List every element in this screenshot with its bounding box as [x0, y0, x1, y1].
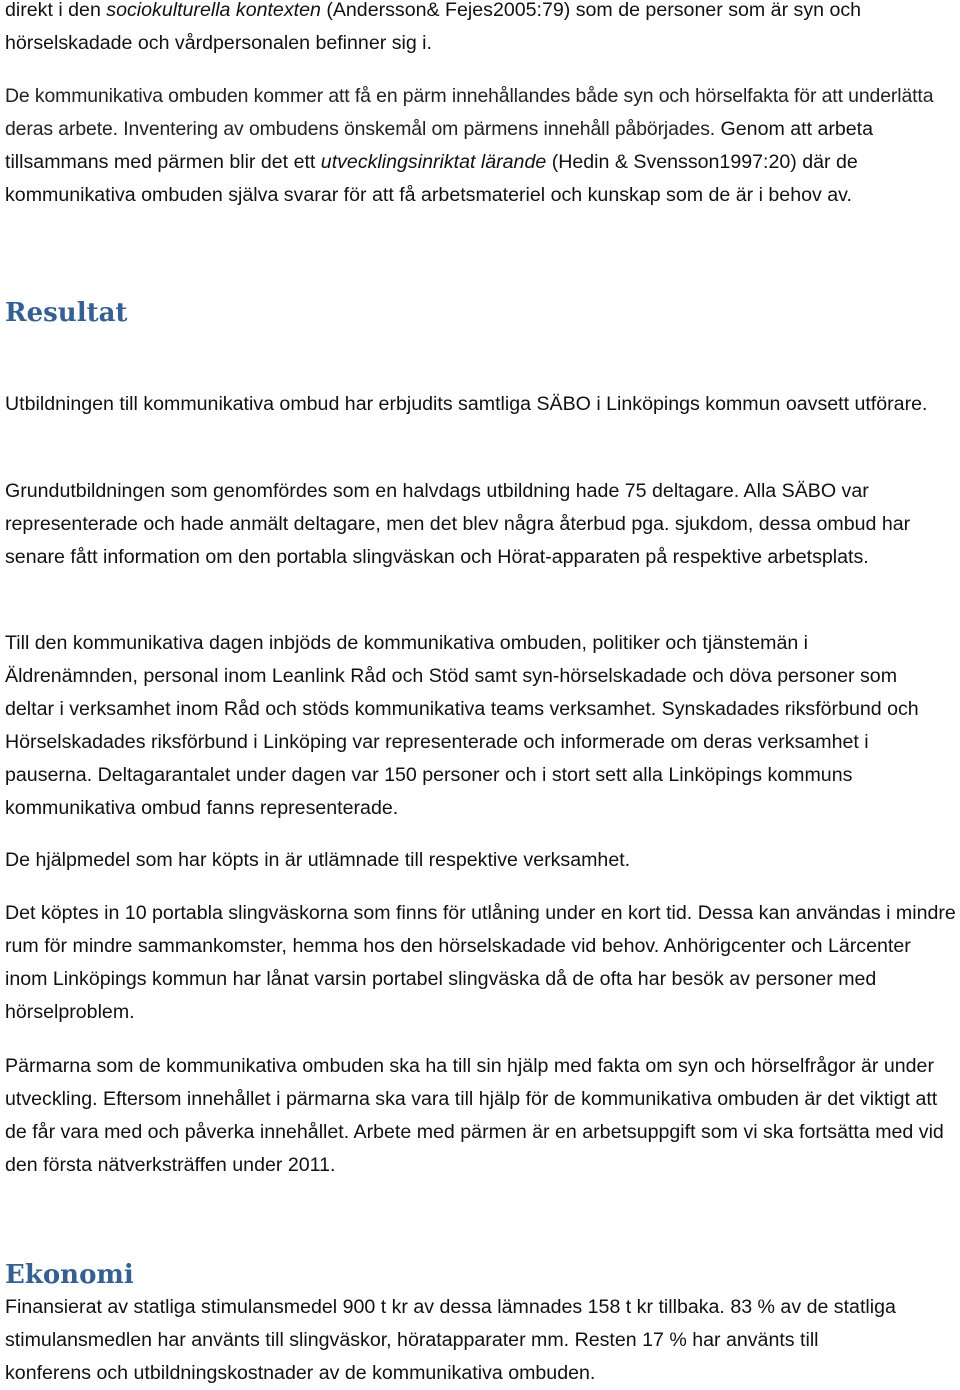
ekonomi-paragraph-1: Finansierat av statliga stimulansmedel 900 t kr av dessa lämnades 158 t kr tillbaka. 83 % av de statliga stimulansmedlen har använts till slingväskor, höratapparater mm. Resten 17 % har använts till konferens och utbildningskostnader av de kommunikativa ombuden.: [5, 1296, 896, 1384]
intro-p1-text-a: direkt i den: [5, 0, 107, 21]
resultat-paragraph-2: Grundutbildningen som genomfördes som en halvdags utbildning hade 75 deltagare. Alla SÄBO var representerade och hade anmält deltagare, men det blev några återbud pga. sjukdom, dessa ombud har senare fått information om den portabla slingväskan och Hörat-apparaten på respektive arbetsplats.: [5, 480, 911, 568]
resultat-paragraph-5: Det köptes in 10 portabla slingväskorna som finns för utlåning under en kort tid. Dessa kan användas i mindre rum för mindre sammankomster, hemma hos den hörselskadade vid behov. Anhörigcenter och Lärcenter inom Linköpings kommun har lånat varsin portabel slingväska då de ofta har besök av personer med hörselproblem.: [5, 902, 956, 1023]
intro-p1-italic: sociokulturella kontexten: [106, 0, 321, 21]
resultat-paragraph-1: Utbildningen till kommunikativa ombud har erbjudits samtliga SÄBO i Linköpings kommun oavsett utförare.: [5, 393, 928, 415]
intro-paragraph-1: [5, 0, 950, 60]
resultat-paragraph-4: De hjälpmedel som har köpts in är utlämnade till respektive verksamhet.: [5, 849, 631, 871]
intro-p2-text-a: De kommunikativa ombuden kommer att få en pärm innehållandes både syn och hörselfakta för att underlätta deras arbete. Inventering av ombudens önskemål om pärmens innehåll påbörjades.: [5, 85, 934, 140]
resultat-heading: Resultat: [5, 298, 128, 328]
intro-paragraph-2: [5, 80, 955, 212]
intro-p2-text-b: Genom att arbeta tillsammans med pärmen blir det ett: [5, 118, 874, 173]
intro-p2-text-d: (Hedin & Svensson1997:20) där de kommunikativa ombuden själva svarar för att få arbetsmateriel och kunskap som de är i behov av.: [5, 151, 858, 206]
intro-p1-text-c: (Andersson& Fejes2005:79) som de personer som är syn och hörselskadade och vårdpersonalen befinner sig i.: [5, 0, 862, 54]
ekonomi-heading: Ekonomi: [5, 1260, 134, 1290]
resultat-paragraph-3: Till den kommunikativa dagen inbjöds de kommunikativa ombuden, politiker och tjänstemän i Äldrenämnden, personal inom Leanlink Råd och Stöd samt syn-hörselskadade och döva personer som deltar i verksamhet inom Råd och stöds kommunikativa teams verksamhet. Synskadades riksförbund och Hörselskadades riksförbund i Linköping var representerade och informerade om deras verksamhet i pauserna. Deltagarantalet under dagen var 150 personer och i stort sett alla Linköpings kommuns kommunikativa ombud fanns representerade.: [5, 632, 919, 819]
resultat-paragraph-6: Pärmarna som de kommunikativa ombuden ska ha till sin hjälp med fakta om syn och hörselfrågor är under utveckling. Eftersom innehållet i pärmarna ska vara till hjälp för de kommunikativa ombuden är det viktigt att de får vara med och påverka innehållet. Arbete med pärmen är en arbetsuppgift som vi ska fortsätta med vid den första nätverksträffen under 2011.: [5, 1055, 944, 1176]
intro-p2-italic: utvecklingsinriktat lärande: [320, 151, 547, 173]
